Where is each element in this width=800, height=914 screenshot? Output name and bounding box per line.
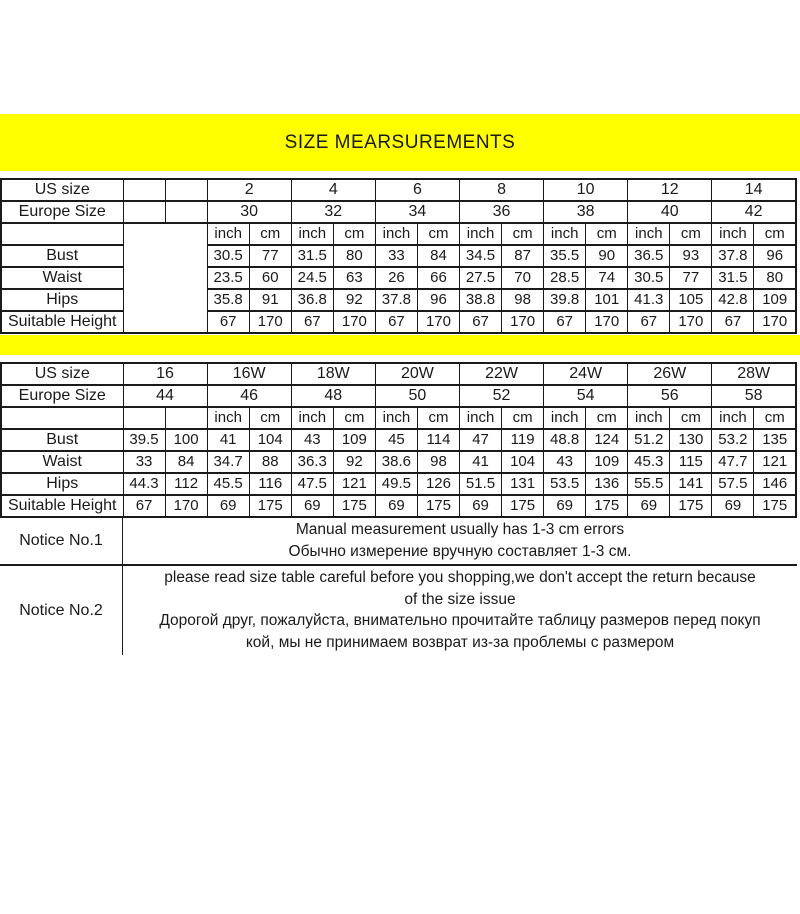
value-cell: 131 bbox=[502, 473, 544, 495]
row-label: Bust bbox=[1, 245, 123, 267]
value-cell: 41 bbox=[207, 429, 249, 451]
value-cell: 175 bbox=[754, 495, 796, 517]
value-cell: 37.8 bbox=[375, 289, 417, 311]
value-cell: 175 bbox=[502, 495, 544, 517]
value-cell: 34.5 bbox=[460, 245, 502, 267]
value-cell: 41 bbox=[460, 451, 502, 473]
inch-unit-cell: inch bbox=[628, 407, 670, 429]
us-size-row bbox=[1, 179, 796, 201]
inch-unit-cell: inch bbox=[207, 407, 249, 429]
europe-size-cell: 58 bbox=[712, 385, 796, 407]
value-cell: 33 bbox=[123, 451, 165, 473]
value-cell: 109 bbox=[586, 451, 628, 473]
value-cell: 126 bbox=[417, 473, 459, 495]
europe-size-cell: 48 bbox=[291, 385, 375, 407]
size-table-plus bbox=[0, 362, 797, 518]
value-cell: 43 bbox=[291, 429, 333, 451]
value-cell: 57.5 bbox=[712, 473, 754, 495]
us-size-cell: 22W bbox=[460, 363, 544, 385]
value-cell: 175 bbox=[586, 495, 628, 517]
value-cell: 91 bbox=[249, 289, 291, 311]
cm-unit-cell: cm bbox=[502, 223, 544, 245]
value-cell: 100 bbox=[165, 429, 207, 451]
us-size-cell: 6 bbox=[375, 179, 459, 201]
value-cell: 74 bbox=[586, 267, 628, 289]
unit-blank-cell bbox=[123, 407, 165, 429]
value-cell: 51.2 bbox=[628, 429, 670, 451]
value-cell: 104 bbox=[502, 451, 544, 473]
value-cell: 175 bbox=[249, 495, 291, 517]
value-cell: 170 bbox=[754, 311, 796, 333]
cm-unit-cell: cm bbox=[502, 407, 544, 429]
value-cell: 67 bbox=[123, 495, 165, 517]
value-cell: 47 bbox=[460, 429, 502, 451]
banner bbox=[0, 114, 800, 171]
merged-blank-cell bbox=[123, 223, 207, 333]
inch-unit-cell: inch bbox=[460, 223, 502, 245]
cm-unit-cell: cm bbox=[333, 223, 375, 245]
value-cell: 175 bbox=[333, 495, 375, 517]
europe-size-cell: 38 bbox=[544, 201, 628, 223]
inch-unit-cell: inch bbox=[291, 407, 333, 429]
value-cell: 77 bbox=[249, 245, 291, 267]
size-table-regular bbox=[0, 178, 797, 334]
measurement-row bbox=[1, 451, 796, 473]
cm-unit-cell: cm bbox=[754, 223, 796, 245]
value-cell: 101 bbox=[586, 289, 628, 311]
europe-size-cell: 54 bbox=[544, 385, 628, 407]
value-cell: 51.5 bbox=[460, 473, 502, 495]
value-cell: 66 bbox=[417, 267, 459, 289]
us-size-cell: 12 bbox=[628, 179, 712, 201]
us-size-blank-cell bbox=[165, 179, 207, 201]
value-cell: 39.5 bbox=[123, 429, 165, 451]
cm-unit-cell: cm bbox=[586, 223, 628, 245]
inch-unit-cell: inch bbox=[375, 407, 417, 429]
value-cell: 45.5 bbox=[207, 473, 249, 495]
units-row bbox=[1, 407, 796, 429]
value-cell: 124 bbox=[586, 429, 628, 451]
europe-size-cell: 42 bbox=[712, 201, 796, 223]
row-label: Waist bbox=[1, 267, 123, 289]
value-cell: 104 bbox=[249, 429, 291, 451]
us-size-cell: 28W bbox=[712, 363, 796, 385]
value-cell: 175 bbox=[670, 495, 712, 517]
us-size-cell: 24W bbox=[544, 363, 628, 385]
row-label: Suitable Height bbox=[1, 311, 123, 333]
inch-unit-cell: inch bbox=[712, 223, 754, 245]
row-label: Waist bbox=[1, 451, 123, 473]
value-cell: 38.8 bbox=[460, 289, 502, 311]
notice-text: please read size table careful before you shopping,we don't accept the return because of the size issue Дорогой друг, пожалуйста, внимательно прочитайте таблицу размеров перед покуп кой, мы не принимаем возврат из-за проблемы с размером bbox=[159, 569, 761, 651]
value-cell: 35.8 bbox=[207, 289, 249, 311]
inch-unit-cell: inch bbox=[712, 407, 754, 429]
value-cell: 105 bbox=[670, 289, 712, 311]
value-cell: 114 bbox=[417, 429, 459, 451]
value-cell: 24.5 bbox=[291, 267, 333, 289]
value-cell: 116 bbox=[249, 473, 291, 495]
value-cell: 27.5 bbox=[460, 267, 502, 289]
yellow-separator bbox=[0, 335, 800, 355]
measurement-row bbox=[1, 267, 796, 289]
value-cell: 31.5 bbox=[291, 245, 333, 267]
inch-unit-cell: inch bbox=[375, 223, 417, 245]
value-cell: 67 bbox=[712, 311, 754, 333]
value-cell: 47.7 bbox=[712, 451, 754, 473]
value-cell: 70 bbox=[502, 267, 544, 289]
value-cell: 98 bbox=[417, 451, 459, 473]
value-cell: 60 bbox=[249, 267, 291, 289]
value-cell: 146 bbox=[754, 473, 796, 495]
value-cell: 88 bbox=[249, 451, 291, 473]
value-cell: 23.5 bbox=[207, 267, 249, 289]
us-size-cell: 26W bbox=[628, 363, 712, 385]
europe-size-cell: 34 bbox=[375, 201, 459, 223]
us-size-row bbox=[1, 363, 796, 385]
notice-text: Manual measurement usually has 1-3 cm errors Обычно измерение вручную составляет 1-3 см. bbox=[288, 521, 632, 560]
value-cell: 39.8 bbox=[544, 289, 586, 311]
value-cell: 170 bbox=[165, 495, 207, 517]
value-cell: 67 bbox=[544, 311, 586, 333]
value-cell: 37.8 bbox=[712, 245, 754, 267]
europe-size-row bbox=[1, 385, 796, 407]
cm-unit-cell: cm bbox=[249, 223, 291, 245]
value-cell: 92 bbox=[333, 289, 375, 311]
cm-unit-cell: cm bbox=[333, 407, 375, 429]
value-cell: 96 bbox=[754, 245, 796, 267]
value-cell: 36.3 bbox=[291, 451, 333, 473]
value-cell: 28.5 bbox=[544, 267, 586, 289]
value-cell: 45 bbox=[375, 429, 417, 451]
value-cell: 63 bbox=[333, 267, 375, 289]
cm-unit-cell: cm bbox=[417, 223, 459, 245]
cm-unit-cell: cm bbox=[670, 407, 712, 429]
value-cell: 80 bbox=[754, 267, 796, 289]
measurement-row bbox=[1, 473, 796, 495]
row-label: Europe Size bbox=[1, 201, 123, 223]
value-cell: 43 bbox=[544, 451, 586, 473]
inch-unit-cell: inch bbox=[291, 223, 333, 245]
europe-size-blank-cell bbox=[123, 201, 165, 223]
europe-size-cell: 44 bbox=[123, 385, 207, 407]
units-row bbox=[1, 223, 796, 245]
value-cell: 170 bbox=[586, 311, 628, 333]
value-cell: 67 bbox=[291, 311, 333, 333]
europe-size-cell: 46 bbox=[207, 385, 291, 407]
value-cell: 84 bbox=[417, 245, 459, 267]
measurement-row bbox=[1, 495, 796, 517]
row-label: US size bbox=[1, 363, 123, 385]
value-cell: 41.3 bbox=[628, 289, 670, 311]
value-cell: 47.5 bbox=[291, 473, 333, 495]
cm-unit-cell: cm bbox=[249, 407, 291, 429]
value-cell: 170 bbox=[417, 311, 459, 333]
value-cell: 55.5 bbox=[628, 473, 670, 495]
value-cell: 119 bbox=[502, 429, 544, 451]
notice-row bbox=[0, 564, 797, 655]
value-cell: 30.5 bbox=[207, 245, 249, 267]
us-size-cell: 4 bbox=[291, 179, 375, 201]
value-cell: 90 bbox=[586, 245, 628, 267]
europe-size-cell: 36 bbox=[460, 201, 544, 223]
row-label: Suitable Height bbox=[1, 495, 123, 517]
notice-row bbox=[0, 518, 797, 564]
value-cell: 109 bbox=[754, 289, 796, 311]
europe-size-cell: 56 bbox=[628, 385, 712, 407]
value-cell: 49.5 bbox=[375, 473, 417, 495]
value-cell: 130 bbox=[670, 429, 712, 451]
value-cell: 141 bbox=[670, 473, 712, 495]
row-label bbox=[1, 223, 123, 245]
us-size-cell: 16W bbox=[207, 363, 291, 385]
value-cell: 170 bbox=[249, 311, 291, 333]
europe-size-cell: 32 bbox=[291, 201, 375, 223]
measurement-row bbox=[1, 429, 796, 451]
value-cell: 170 bbox=[670, 311, 712, 333]
europe-size-cell: 40 bbox=[628, 201, 712, 223]
us-size-cell: 2 bbox=[207, 179, 291, 201]
measurement-row bbox=[1, 311, 796, 333]
us-size-cell: 20W bbox=[375, 363, 459, 385]
value-cell: 98 bbox=[502, 289, 544, 311]
row-label: Bust bbox=[1, 429, 123, 451]
notice-label: Notice No.1 bbox=[0, 518, 123, 564]
row-label: Hips bbox=[1, 289, 123, 311]
us-size-cell: 14 bbox=[712, 179, 796, 201]
cm-unit-cell: cm bbox=[417, 407, 459, 429]
value-cell: 92 bbox=[333, 451, 375, 473]
value-cell: 44.3 bbox=[123, 473, 165, 495]
measurement-row bbox=[1, 245, 796, 267]
row-label: Europe Size bbox=[1, 385, 123, 407]
value-cell: 170 bbox=[502, 311, 544, 333]
value-cell: 45.3 bbox=[628, 451, 670, 473]
us-size-cell: 16 bbox=[123, 363, 207, 385]
value-cell: 36.8 bbox=[291, 289, 333, 311]
value-cell: 33 bbox=[375, 245, 417, 267]
europe-size-cell: 30 bbox=[207, 201, 291, 223]
value-cell: 53.2 bbox=[712, 429, 754, 451]
value-cell: 77 bbox=[670, 267, 712, 289]
value-cell: 136 bbox=[586, 473, 628, 495]
value-cell: 67 bbox=[207, 311, 249, 333]
value-cell: 121 bbox=[754, 451, 796, 473]
value-cell: 38.6 bbox=[375, 451, 417, 473]
inch-unit-cell: inch bbox=[628, 223, 670, 245]
value-cell: 121 bbox=[333, 473, 375, 495]
value-cell: 69 bbox=[460, 495, 502, 517]
cm-unit-cell: cm bbox=[670, 223, 712, 245]
unit-blank-cell bbox=[165, 407, 207, 429]
value-cell: 36.5 bbox=[628, 245, 670, 267]
inch-unit-cell: inch bbox=[460, 407, 502, 429]
value-cell: 69 bbox=[712, 495, 754, 517]
value-cell: 112 bbox=[165, 473, 207, 495]
value-cell: 67 bbox=[628, 311, 670, 333]
europe-size-blank-cell bbox=[165, 201, 207, 223]
us-size-blank-cell bbox=[123, 179, 165, 201]
size-chart-page bbox=[0, 114, 800, 914]
europe-size-cell: 52 bbox=[460, 385, 544, 407]
inch-unit-cell: inch bbox=[544, 407, 586, 429]
value-cell: 48.8 bbox=[544, 429, 586, 451]
value-cell: 115 bbox=[670, 451, 712, 473]
value-cell: 42.8 bbox=[712, 289, 754, 311]
value-cell: 135 bbox=[754, 429, 796, 451]
value-cell: 69 bbox=[291, 495, 333, 517]
cm-unit-cell: cm bbox=[754, 407, 796, 429]
notice-label: Notice No.2 bbox=[0, 566, 123, 655]
value-cell: 80 bbox=[333, 245, 375, 267]
value-cell: 96 bbox=[417, 289, 459, 311]
value-cell: 30.5 bbox=[628, 267, 670, 289]
value-cell: 34.7 bbox=[207, 451, 249, 473]
value-cell: 69 bbox=[375, 495, 417, 517]
value-cell: 26 bbox=[375, 267, 417, 289]
value-cell: 69 bbox=[544, 495, 586, 517]
europe-size-row bbox=[1, 201, 796, 223]
row-label: Hips bbox=[1, 473, 123, 495]
inch-unit-cell: inch bbox=[207, 223, 249, 245]
row-label: US size bbox=[1, 179, 123, 201]
value-cell: 170 bbox=[333, 311, 375, 333]
cm-unit-cell: cm bbox=[586, 407, 628, 429]
inch-unit-cell: inch bbox=[544, 223, 586, 245]
value-cell: 69 bbox=[628, 495, 670, 517]
value-cell: 109 bbox=[333, 429, 375, 451]
value-cell: 31.5 bbox=[712, 267, 754, 289]
us-size-cell: 8 bbox=[460, 179, 544, 201]
notices-section bbox=[0, 518, 797, 655]
us-size-cell: 10 bbox=[544, 179, 628, 201]
value-cell: 53.5 bbox=[544, 473, 586, 495]
value-cell: 35.5 bbox=[544, 245, 586, 267]
measurement-row bbox=[1, 289, 796, 311]
europe-size-cell: 50 bbox=[375, 385, 459, 407]
us-size-cell: 18W bbox=[291, 363, 375, 385]
value-cell: 67 bbox=[460, 311, 502, 333]
value-cell: 69 bbox=[207, 495, 249, 517]
value-cell: 93 bbox=[670, 245, 712, 267]
row-label bbox=[1, 407, 123, 429]
value-cell: 87 bbox=[502, 245, 544, 267]
value-cell: 67 bbox=[375, 311, 417, 333]
value-cell: 84 bbox=[165, 451, 207, 473]
value-cell: 175 bbox=[417, 495, 459, 517]
banner-title: SIZE MEARSUREMENTS bbox=[284, 131, 516, 153]
